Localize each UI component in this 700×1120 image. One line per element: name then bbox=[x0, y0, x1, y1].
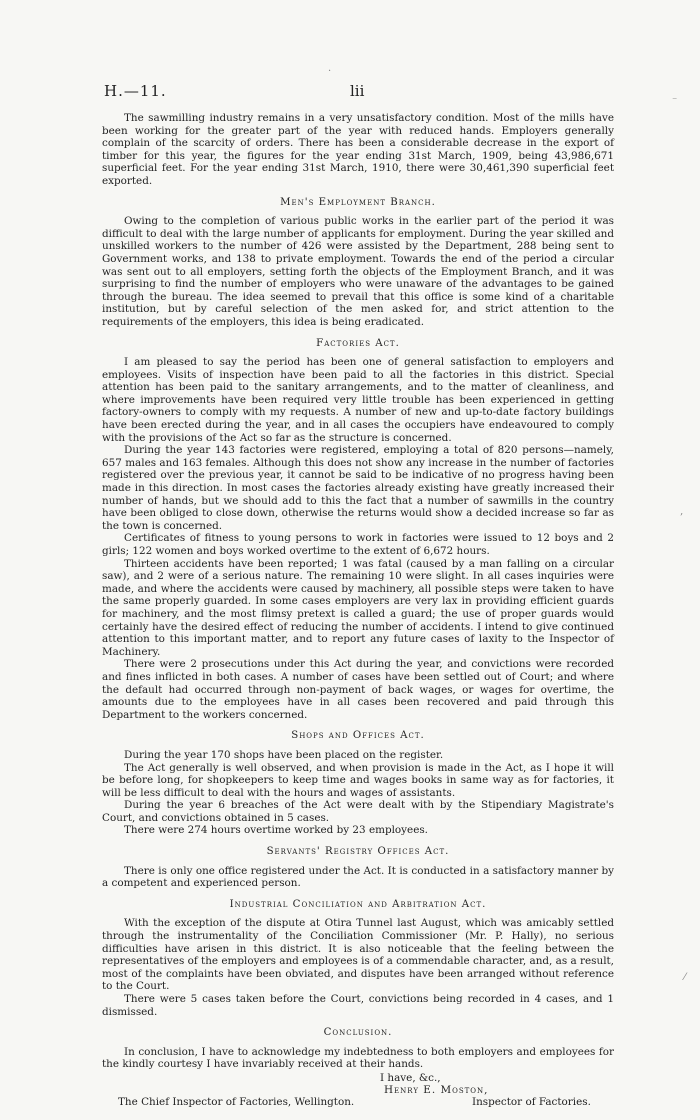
margin-curve-mark: ⁄ bbox=[684, 972, 686, 983]
margin-tick-mark: ‚ bbox=[680, 506, 684, 517]
paragraph: There were 274 hours overtime worked by 23 employees. bbox=[124, 824, 428, 837]
paragraph: Owing to the completion of various public works in the earlier part of the period it was difficult to deal with the large number of applicants for employment. During the year skilled and unskilled workers to the number of 426 were assisted by the Department, 288 being sent to Government works, and 138 to private employment. Towards the end of the period a circular was sent out to all employers, setting forth the objects of the Employment Branch, and it was surprising to find the number of employers who were unaware of the advantages to be gained through the bureau. The idea seemed to prevail that this office is some kind of a charitable institution, but by careful selection of the men asked for, and strict attention to the requirements of the employers, this idea is being eradicated. bbox=[102, 215, 614, 328]
page-number: lii bbox=[350, 82, 365, 100]
signature-title: Inspector of Factories. bbox=[472, 1095, 591, 1108]
signature-name: Henry E. Moston, bbox=[384, 1083, 489, 1096]
paragraph: In conclusion, I have to acknowledge my indebtedness to both employers and employees for the kindly courtesy I have invariably received at their hands. bbox=[102, 1045, 614, 1071]
section-title-industrial-conciliation-act: Industrial Conciliation and Arbitration Act. bbox=[229, 898, 487, 910]
signature-addressee: The Chief Inspector of Factories, Wellington. bbox=[118, 1095, 355, 1108]
section-title-shops-and-offices-act: Shops and Offices Act. bbox=[291, 730, 425, 742]
signature-closing: I have, &c., bbox=[380, 1071, 441, 1084]
paragraph: The Act generally is well observed, and when provision is made in the Act, as I hope it will be before long, for shopkeepers to keep time and wages books in same way as for factories, it will be less difficult to deal with the hours and wages of assistants. bbox=[102, 761, 614, 799]
paragraph: There were 2 prosecutions under this Act during the year, and convictions were recorded and fines inflicted in both cases. A number of cases have been settled out of Court; and where the default had occurred through non-payment of back wages, or wages for overtime, the amounts due to the employees have in all cases been recovered and paid through this Department to the workers concerned. bbox=[102, 658, 614, 721]
document-reference: H.—11. bbox=[104, 82, 167, 100]
paragraph: There were 5 cases taken before the Court, convictions being recorded in 4 cases, and 1 dismissed. bbox=[102, 993, 614, 1018]
paragraph: During the year 143 factories were registered, employing a total of 820 persons—namely, 657 males and 163 females. Although this does not show any increase in the number of factories registered over the previous year, it cannot be said to be indicative of no progress having been made in this direction. In most cases the factories already existing have greatly increased their number of hands, but we should add to this the fact that a number of sawmills in the country have been obliged to close down, otherwise the returns would show a decided increase so far as the town is concerned. bbox=[102, 444, 614, 532]
paragraph: With the exception of the dispute at Otira Tunnel last August, which was amicably settled through the instrumentality of the Conciliation Commissioner (Mr. P. Hally), no serious difficulties have arisen in this district. It is also noticeable that the feeling between the representatives of the employers and employees is of a commendable character, and, as a result, most of the complaints have been obviated, and disputes have been arranged without reference to the Court. bbox=[102, 917, 614, 993]
section-title-factories-act: Factories Act. bbox=[316, 337, 400, 349]
paragraph: During the year 170 shops have been placed on the register. bbox=[124, 748, 444, 761]
section-title-mens-employment-branch: Men's Employment Branch. bbox=[280, 196, 436, 208]
paragraph: Certificates of fitness to young persons to work in factories were issued to 12 boys and 2 girls; 122 women and boys worked overtime to the extent of 6,672 hours. bbox=[102, 532, 614, 557]
document-body bbox=[102, 112, 614, 1120]
section-title-servants-registry-offices-act: Servants' Registry Offices Act. bbox=[266, 846, 450, 858]
paragraph: There is only one office registered under the Act. It is conducted in a satisfactory manner by a competent and experienced person. bbox=[102, 864, 614, 890]
paragraph: During the year 6 breaches of the Act were dealt with by the Stipendiary Magistrate's Court, and convictions obtained in 5 cases. bbox=[102, 799, 614, 824]
paragraph: I am pleased to say the period has been one of general satisfaction to employers and employees. Visits of inspection have been paid to all the factories in this district. Special attention has been paid to the sanitary arrangements, and to the matter of cleanliness, and where improvements have been required very little trouble has been experienced in getting factory-owners to comply with my requests. A number of new and up-to-date factory buildings have been erected during the year, and in all cases the occupiers have endeavoured to comply with the provisions of the Act so far as the structure is concerned. bbox=[102, 356, 614, 444]
intro-paragraph: The sawmilling industry remains in a very unsatisfactory condition. Most of the mills have been working for the greater part of the year with reduced hands. Employers generally complain of the scarcity of orders. There has been a considerable decrease in the export of timber for this year, the figures for the year ending 31st March, 1909, being 43,986,671 superficial feet. For the year ending 31st March, 1910, there were 30,461,390 superficial feet exported. bbox=[102, 112, 614, 187]
signature-block bbox=[102, 1072, 614, 1120]
paragraph: Thirteen accidents have been reported; 1 was fatal (caused by a man falling on a circular saw), and 2 were of a serious nature. The remaining 10 were slight. In all cases inquiries were made, and where the accidents were caused by machinery, all possible steps were taken to have the same properly guarded. In some cases employers are very lax in providing efficient guards for machinery, and the most flimsy pretext is called a guard; the use of proper guards would certainly have the desired effect of reducing the number of accidents. I intend to give continued attention to this important matter, and to report any future cases of laxity to the Inspector of Machinery. bbox=[102, 557, 614, 658]
section-title-conclusion: Conclusion. bbox=[323, 1027, 393, 1039]
margin-dash-mark: ⁻ bbox=[672, 96, 678, 107]
print-dot-mark: · bbox=[328, 66, 332, 77]
